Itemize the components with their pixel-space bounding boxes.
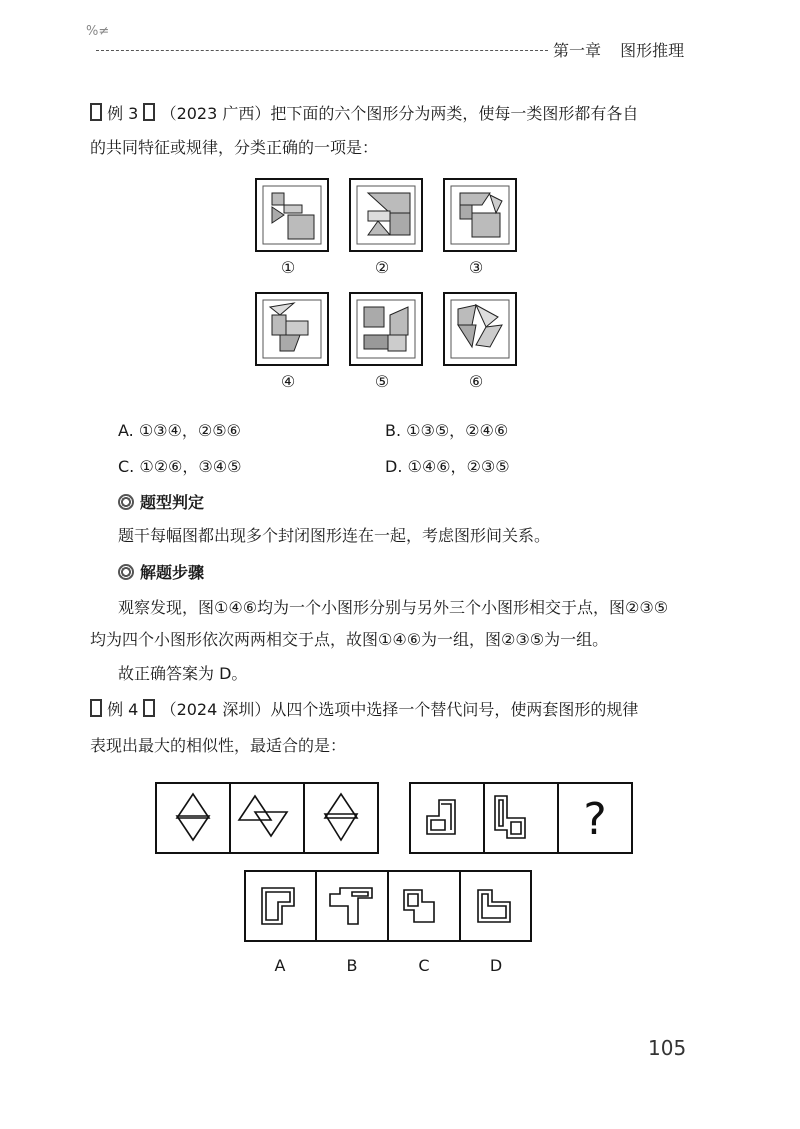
example4-label: 例 4 bbox=[107, 700, 139, 719]
option-b: B. ①③⑤，②④⑥ bbox=[385, 421, 509, 440]
bracket-right-icon bbox=[143, 103, 155, 121]
section-question-type-title: 题型判定 bbox=[140, 493, 205, 512]
figure-number-4: ④ bbox=[280, 372, 296, 391]
figure-2 bbox=[350, 179, 422, 251]
option-c: C. ①②⑥，③④⑤ bbox=[118, 457, 242, 476]
example4-sequences bbox=[155, 782, 635, 854]
example4-options bbox=[244, 870, 534, 942]
bracket-left-icon bbox=[90, 103, 102, 121]
example4-question-line1 bbox=[90, 698, 702, 722]
figure-number-5: ⑤ bbox=[374, 372, 390, 391]
option-letter-d: D bbox=[489, 956, 503, 975]
example4-question-text1: 从四个选项中选择一个替代问号，使两套图形的规律 bbox=[270, 700, 639, 719]
option-letter-b: B bbox=[346, 956, 358, 975]
section-question-type-text: 题干每幅图都出现多个封闭图形连在一起，考虑图形间关系。 bbox=[118, 526, 551, 545]
figure-5 bbox=[350, 293, 422, 365]
option-letter-c: C bbox=[418, 956, 430, 975]
figure-6 bbox=[444, 293, 516, 365]
example3-source: （2023 广西） bbox=[160, 104, 271, 123]
example3-label: 例 3 bbox=[107, 104, 139, 123]
gear-icon bbox=[118, 564, 134, 580]
figure-number-3: ③ bbox=[468, 258, 484, 277]
solution-line2: 均为四个小图形依次两两相交于点，故图①④⑥为一组，图②③⑤为一组。 bbox=[90, 630, 609, 649]
answer-text: 故正确答案为 D。 bbox=[118, 664, 248, 683]
example4-source: （2024 深圳） bbox=[160, 700, 271, 719]
solution-line1: 观察发现，图①④⑥均为一个小图形分别与另外三个小图形相交于点，图②③⑤ bbox=[118, 598, 669, 617]
section-solution-steps bbox=[118, 560, 204, 583]
figure-number-6: ⑥ bbox=[468, 372, 484, 391]
bracket-left-icon bbox=[90, 699, 102, 717]
example3-question-line2: 的共同特征或规律，分类正确的一项是： bbox=[90, 138, 379, 157]
example3-figures bbox=[250, 175, 530, 395]
example4-question-line2: 表现出最大的相似性，最适合的是： bbox=[90, 736, 347, 755]
figure-1 bbox=[256, 179, 328, 251]
example3-question-text1: 把下面的六个图形分为两类，使每一类图形都有各自 bbox=[270, 104, 639, 123]
question-mark-icon: ? bbox=[583, 794, 607, 845]
chapter-title: 图形推理 bbox=[620, 41, 685, 60]
section-question-type bbox=[118, 490, 204, 513]
page-number: 105 bbox=[648, 1036, 687, 1060]
example3-question-line1 bbox=[90, 102, 702, 126]
header-rule bbox=[96, 50, 548, 51]
figure-number-1: ① bbox=[280, 258, 296, 277]
section-solution-steps-title: 解题步骤 bbox=[140, 563, 205, 582]
header-mark: %≠ bbox=[86, 24, 110, 39]
option-letter-a: A bbox=[274, 956, 286, 975]
option-a: A. ①③④，②⑤⑥ bbox=[118, 421, 241, 440]
figure-3 bbox=[444, 179, 516, 251]
chapter-label: 第一章 bbox=[553, 41, 602, 60]
figure-4 bbox=[256, 293, 328, 365]
chapter-header bbox=[553, 38, 684, 61]
figure-number-2: ② bbox=[374, 258, 390, 277]
option-d: D. ①④⑥，②③⑤ bbox=[385, 457, 510, 476]
bracket-right-icon bbox=[143, 699, 155, 717]
gear-icon bbox=[118, 494, 134, 510]
